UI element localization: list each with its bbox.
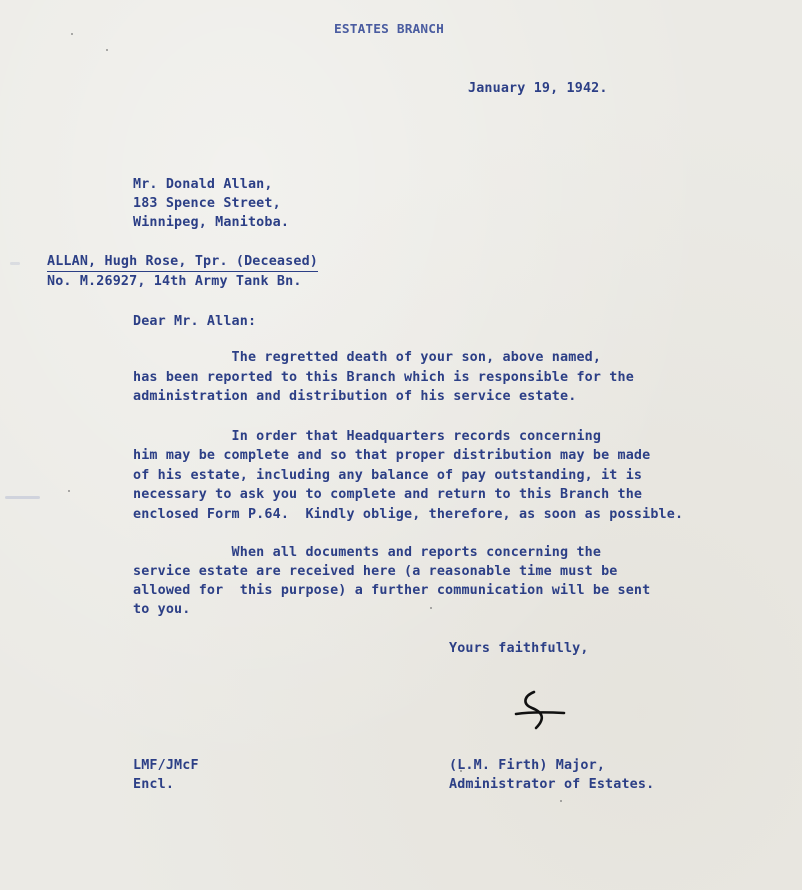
signatory-name-rank: (L.M. Firth) Major,: [449, 758, 606, 773]
body-line: service estate are received here (a reasonable time must be: [133, 564, 618, 579]
body-line: to you.: [133, 602, 191, 617]
paper-speck: [560, 800, 562, 802]
enclosure-note: Encl.: [133, 777, 175, 792]
signatory-title: Administrator of Estates.: [449, 777, 655, 792]
body-line: When all documents and reports concerning the: [133, 545, 602, 560]
closing: Yours faithfully,: [449, 641, 589, 656]
subject-line-deceased: ALLAN, Hugh Rose, Tpr. (Deceased): [47, 252, 318, 272]
paper-speck: [71, 33, 73, 35]
ink-smudge: [5, 496, 40, 499]
body-line: has been reported to this Branch which is responsible for the: [133, 370, 634, 385]
body-line: The regretted death of your son, above named,: [133, 350, 602, 365]
paper-speck: [106, 49, 108, 51]
letter-date: January 19, 1942.: [468, 81, 608, 96]
salutation: Dear Mr. Allan:: [133, 314, 257, 329]
body-line: In order that Headquarters records concerning: [133, 429, 602, 444]
body-line: administration and distribution of his service estate.: [133, 389, 577, 404]
signature-mark-icon: [512, 688, 572, 734]
body-line: allowed for this purpose) a further communication will be sent: [133, 583, 651, 598]
paper-speck: [68, 490, 70, 492]
reference-initials: LMF/JMcF: [133, 758, 199, 773]
body-line: enclosed Form P.64. Kindly oblige, therefore, as soon as possible.: [133, 507, 684, 522]
recipient-city: Winnipeg, Manitoba.: [133, 215, 290, 230]
body-line: necessary to ask you to complete and return to this Branch the: [133, 487, 643, 502]
body-line: of his estate, including any balance of pay outstanding, it is: [133, 468, 643, 483]
body-line: him may be complete and so that proper distribution may be made: [133, 448, 651, 463]
subject-line-service-number: No. M.26927, 14th Army Tank Bn.: [47, 274, 302, 289]
recipient-street: 183 Spence Street,: [133, 196, 281, 211]
letterhead-department: ESTATES BRANCH: [334, 22, 444, 37]
recipient-name: Mr. Donald Allan,: [133, 177, 273, 192]
ink-smudge: [10, 262, 20, 265]
paper-speck: [430, 607, 432, 609]
